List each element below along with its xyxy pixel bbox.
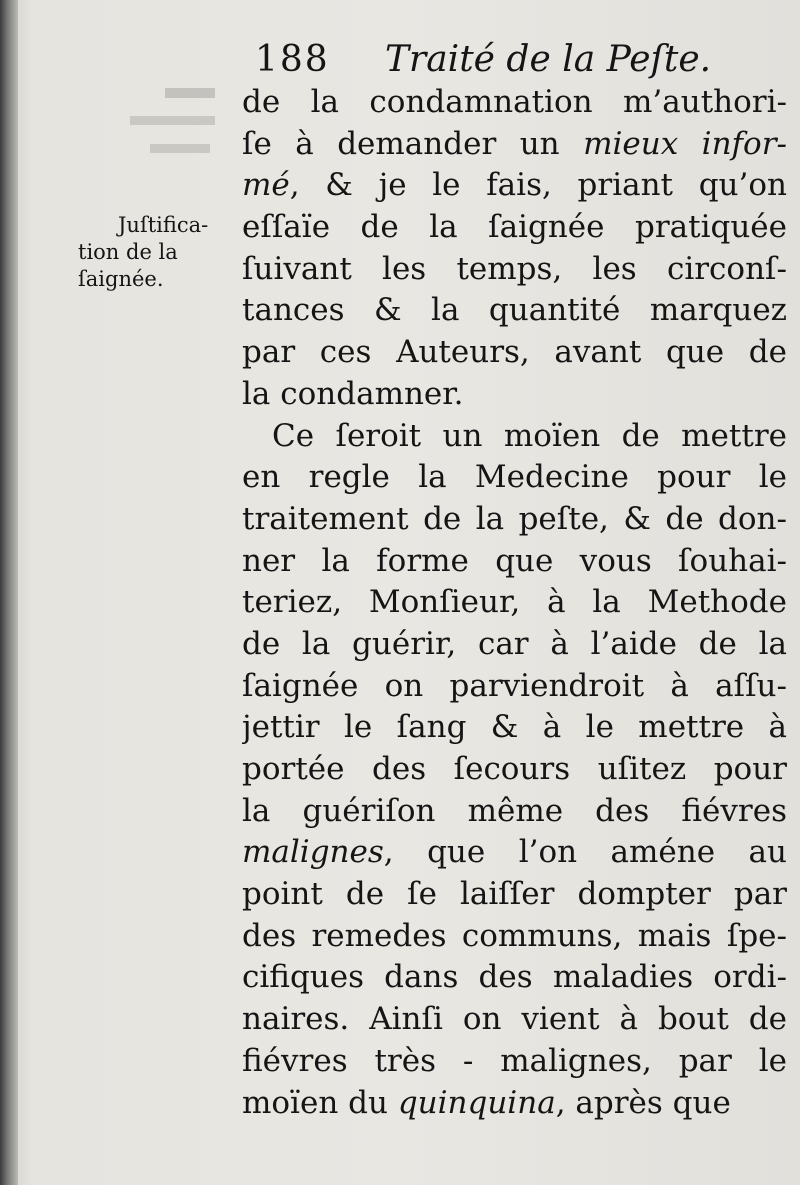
text-run: point de ſe laiſſer dompter par bbox=[242, 876, 787, 913]
text-run: en regle la Medecine pour le bbox=[242, 459, 787, 496]
text-line bbox=[242, 82, 787, 124]
italic-text: mieux infor- bbox=[583, 125, 787, 162]
text-run: par ces Auteurs, avant que de bbox=[242, 334, 787, 371]
text-line bbox=[242, 165, 787, 207]
text-run: naires. Ainſi on vient à bout de bbox=[242, 1001, 787, 1038]
show-through-bleed bbox=[70, 82, 220, 172]
text-line bbox=[242, 457, 787, 499]
text-run: , & je le fais, priant qu’on bbox=[289, 167, 787, 204]
text-line bbox=[242, 416, 787, 458]
text-run: la condamner. bbox=[242, 375, 464, 412]
text-line bbox=[242, 374, 787, 416]
text-line bbox=[242, 582, 787, 624]
text-run: ſe à demander un bbox=[242, 125, 584, 162]
text-run: portée des ſecours uſitez pour bbox=[242, 751, 787, 787]
text-run: teriez, Monſieur, à la Methode bbox=[242, 584, 787, 621]
text-line bbox=[242, 707, 787, 749]
page-header bbox=[255, 36, 725, 84]
text-run: fiévres très - malignes, par le bbox=[242, 1042, 787, 1079]
text-run: jettir le ſang & à le mettre à bbox=[242, 709, 787, 746]
margin-note-line: Juſtifica- bbox=[118, 213, 209, 237]
text-line bbox=[242, 1041, 787, 1083]
book-spine-shadow bbox=[0, 0, 18, 1185]
text-line bbox=[242, 541, 787, 583]
text-line bbox=[242, 832, 787, 874]
bleed-marks bbox=[70, 82, 220, 172]
text-line bbox=[242, 207, 787, 249]
text-run: de la guérir, car à l’aide de la bbox=[242, 625, 787, 662]
text-run: la guériſon même des fiévres bbox=[242, 792, 787, 829]
text-run: cifiques dans des maladies ordi- bbox=[242, 959, 787, 996]
text-run: des remedes communs, mais ſpe- bbox=[242, 917, 787, 954]
text-line bbox=[242, 749, 787, 791]
text-line bbox=[242, 916, 787, 958]
margin-note-line: tion de la bbox=[78, 240, 178, 264]
text-line bbox=[242, 249, 787, 291]
body-text bbox=[242, 82, 787, 1124]
text-run: eſſaïe de la ſaignée pratiquée bbox=[242, 209, 787, 246]
text-run: traitement de la peſte, & de don- bbox=[242, 500, 787, 537]
italic-text: malignes bbox=[242, 834, 384, 871]
text-line bbox=[242, 874, 787, 916]
text-line bbox=[242, 1083, 787, 1125]
text-run: moïen du bbox=[242, 1084, 398, 1121]
margin-note bbox=[74, 212, 234, 293]
italic-text: mé bbox=[242, 167, 290, 204]
italic-text: quinquina bbox=[397, 1084, 556, 1121]
text-line bbox=[242, 290, 787, 332]
text-run: de la condamnation m’authori- bbox=[242, 84, 787, 120]
text-line bbox=[242, 124, 787, 166]
text-run: , après que bbox=[555, 1084, 731, 1121]
margin-note-line: ſaignée. bbox=[78, 267, 164, 291]
text-line bbox=[242, 999, 787, 1041]
text-line bbox=[242, 666, 787, 708]
text-line bbox=[242, 624, 787, 666]
text-run: ner la forme que vous ſouhai- bbox=[242, 542, 787, 579]
text-line bbox=[242, 957, 787, 999]
text-run: Ce ſeroit un moïen de mettre bbox=[272, 417, 787, 454]
text-run: ſaignée on parviendroit à aſſu- bbox=[242, 667, 787, 704]
text-run: , que l’on améne au bbox=[383, 834, 787, 871]
text-line bbox=[242, 332, 787, 374]
paragraph bbox=[242, 416, 787, 1125]
text-run: ſuivant les temps, les circonſ- bbox=[242, 250, 787, 287]
paragraph bbox=[242, 82, 787, 416]
text-run: tances & la quantité marquez bbox=[242, 292, 787, 329]
text-line bbox=[242, 791, 787, 833]
running-title: Traité de la Peſte. bbox=[385, 39, 712, 80]
text-line bbox=[242, 499, 787, 541]
page-number: 188 bbox=[255, 39, 330, 80]
